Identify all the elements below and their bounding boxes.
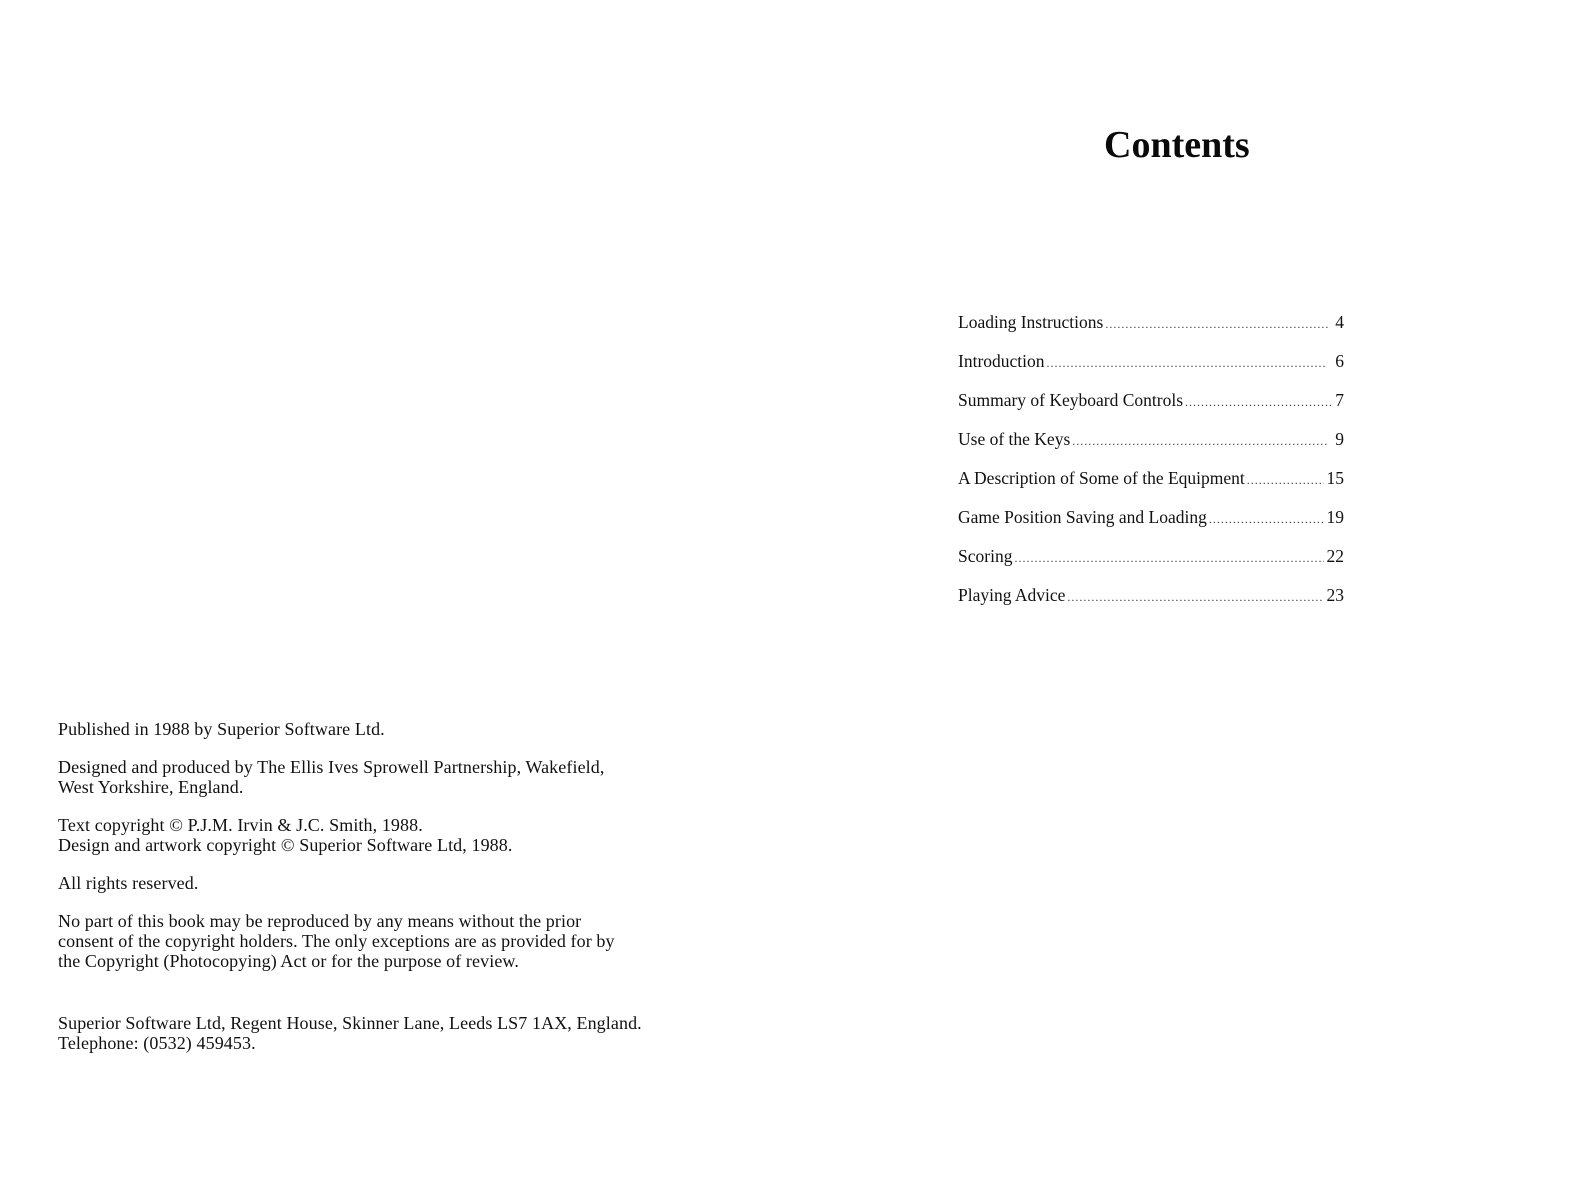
- toc-entry: [958, 507, 1344, 546]
- toc-entry-title: Summary of Keyboard Controls: [958, 390, 1184, 410]
- toc-entry: [958, 351, 1344, 390]
- toc-entry: [958, 546, 1344, 585]
- design-credit-line-2: West Yorkshire, England.: [58, 777, 244, 797]
- toc-entry: [958, 312, 1344, 351]
- toc-entry: [958, 429, 1344, 468]
- toc-entry-page: 19: [1326, 507, 1344, 527]
- toc-leader-dots: [1072, 434, 1327, 449]
- toc-entry-title: Playing Advice: [958, 585, 1066, 605]
- toc-leader-dots: [1247, 473, 1324, 488]
- reproduction-notice: [58, 911, 738, 971]
- toc-entry: [958, 390, 1344, 429]
- rights-line: All rights reserved.: [58, 873, 199, 893]
- telephone-line: Telephone: (0532) 459453.: [58, 1033, 256, 1053]
- copyright-notice: [58, 815, 738, 855]
- toc-leader-dots: [1209, 512, 1324, 527]
- toc-leader-dots: [1185, 395, 1332, 410]
- toc-entry-page: 23: [1326, 585, 1344, 605]
- toc-entry-title: Game Position Saving and Loading: [958, 507, 1207, 527]
- toc-entry-page: 15: [1326, 468, 1344, 488]
- toc-entry-title: Scoring: [958, 546, 1013, 566]
- rights-statement: [58, 873, 738, 893]
- toc-entry-title: Use of the Keys: [958, 429, 1071, 449]
- toc-leader-dots: [1105, 317, 1329, 332]
- reproduction-notice-line-1: No part of this book may be reproduced by any means without the prior: [58, 911, 582, 931]
- text-copyright-line: Text copyright © P.J.M. Irvin & J.C. Smith, 1988.: [58, 815, 423, 835]
- right-page: [796, 0, 1592, 1200]
- publisher-line: Published in 1988 by Superior Software Ltd.: [58, 719, 385, 739]
- toc-leader-dots: [1067, 590, 1323, 605]
- design-credit-line-1: Designed and produced by The Ellis Ives Sprowell Partnership, Wakefield,: [58, 757, 605, 777]
- table-of-contents: [958, 312, 1344, 624]
- toc-entry: [958, 585, 1344, 624]
- toc-leader-dots: [1014, 551, 1323, 566]
- toc-entry-page: 6: [1335, 351, 1344, 371]
- toc-entry-title: A Description of Some of the Equipment: [958, 468, 1245, 488]
- colophon: [58, 719, 738, 1071]
- toc-entry-page: 9: [1335, 429, 1344, 449]
- page-title: Contents: [1104, 124, 1250, 166]
- reproduction-notice-line-2: consent of the copyright holders. The only exceptions are as provided for by: [58, 931, 615, 951]
- design-credit: [58, 757, 738, 797]
- address-line: Superior Software Ltd, Regent House, Skinner Lane, Leeds LS7 1AX, England.: [58, 1013, 642, 1033]
- toc-entry-page: 4: [1335, 312, 1344, 332]
- toc-entry: [958, 468, 1344, 507]
- publisher-address: [58, 1013, 738, 1053]
- toc-leader-dots: [1047, 356, 1327, 371]
- publisher-statement: [58, 719, 738, 739]
- reproduction-notice-line-3: the Copyright (Photocopying) Act or for the purpose of review.: [58, 951, 519, 971]
- toc-entry-page: 22: [1326, 546, 1344, 566]
- toc-entry-title: Introduction: [958, 351, 1045, 371]
- toc-entry-page: 7: [1335, 390, 1344, 410]
- toc-entry-title: Loading Instructions: [958, 312, 1104, 332]
- design-copyright-line: Design and artwork copyright © Superior Software Ltd, 1988.: [58, 835, 513, 855]
